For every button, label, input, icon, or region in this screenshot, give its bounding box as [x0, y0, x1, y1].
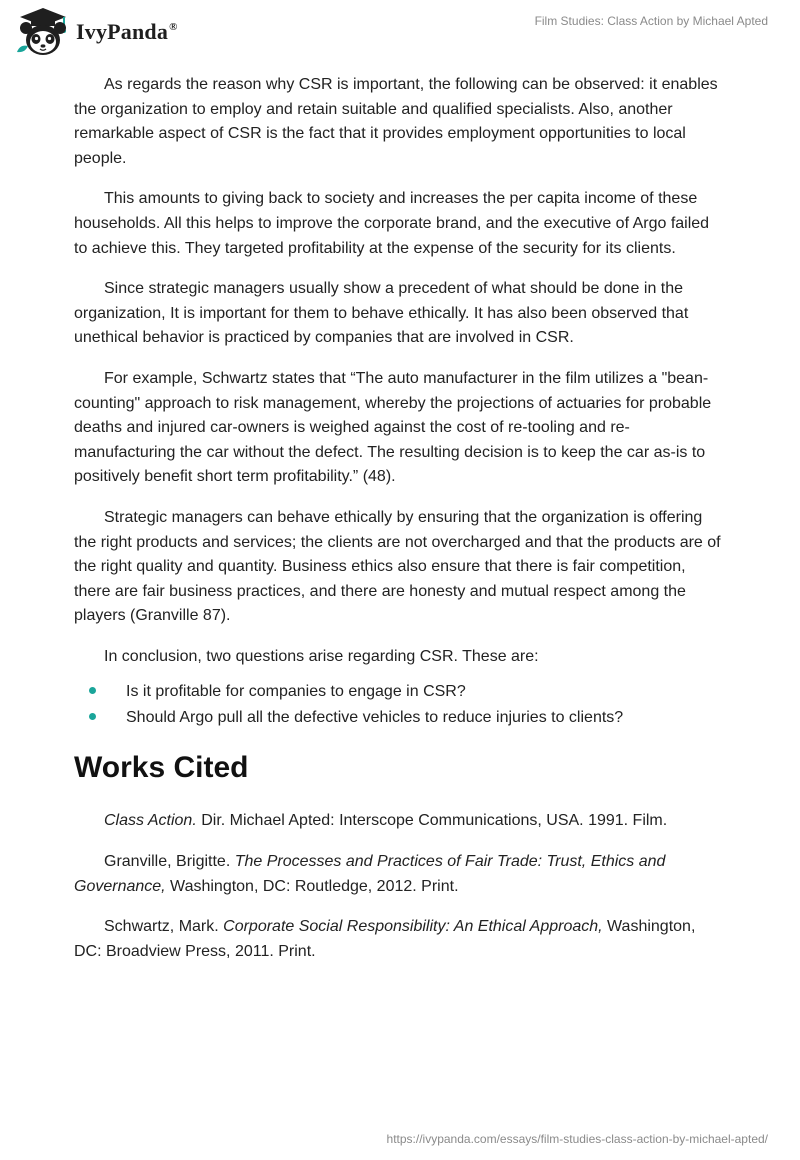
- citation: Granville, Brigitte. The Processes and Practices of Fair Trade: Trust, Ethics and Governance, Washington, DC: Routledge, 2012. Print.: [74, 853, 666, 895]
- list-item-text: Is it profitable for companies to engage in CSR?: [126, 683, 466, 701]
- paragraph: This amounts to giving back to society and increases the per capita income of these households. All this helps to improve the corporate brand, and the executive of Argo failed to achieve this. They targeted profitability at the expense of the security for its clients.: [74, 190, 710, 257]
- document-title: Film Studies: Class Action by Michael Apted: [534, 14, 768, 28]
- paragraph: Strategic managers can behave ethically by ensuring that the organization is offering the right products and services; the clients are not overcharged and that the products are of the right quality and quantity. Business ethics also ensure that there is fair competition, there are fair business practices, and there are honesty and mutual respect among the players (Granville 87).: [74, 508, 721, 625]
- bullet-icon: [89, 713, 96, 720]
- works-cited-heading: Works Cited: [74, 751, 249, 785]
- brand-name: IvyPanda®: [76, 19, 178, 44]
- list-item: [74, 679, 726, 705]
- citation: Schwartz, Mark. Corporate Social Responsibility: An Ethical Approach, Washington, DC: Broadview Press, 2011. Print.: [74, 918, 696, 960]
- essay-body: [74, 73, 726, 980]
- list-item-text: Should Argo pull all the defective vehicles to reduce injuries to clients?: [126, 709, 624, 727]
- paragraph: For example, Schwartz states that “The auto manufacturer in the film utilizes a "bean-counting" approach to risk management, whereby the projections of actuaries for probable deaths and injured car-owners is weighed against the cost of re-tooling and re-manufacturing the car without the defect. The resulting decision is to keep the car as-is to positively benefit short term profitability.” (48).: [74, 369, 712, 486]
- question-list: [74, 679, 726, 731]
- bullet-icon: [89, 687, 96, 694]
- page-header: [0, 0, 800, 64]
- ivypanda-logo[interactable]: [14, 6, 178, 58]
- paragraph: Since strategic managers usually show a precedent of what should be done in the organization, It is important for them to behave ethically. It has also been observed that unethical behavior is practiced by companies that are involved in CSR.: [74, 280, 689, 347]
- list-item: [74, 705, 726, 731]
- paragraph: In conclusion, two questions arise regarding CSR. These are:: [104, 647, 539, 665]
- panda-graduate-icon: [14, 6, 72, 58]
- citation: Class Action. Dir. Michael Apted: Interscope Communications, USA. 1991. Film.: [104, 812, 668, 830]
- paragraph: As regards the reason why CSR is important, the following can be observed: it enables the organization to employ and retain suitable and qualified specialists. Also, another remarkable aspect of CSR is the fact that it provides employment opportunities to local people.: [74, 76, 718, 167]
- source-url[interactable]: https://ivypanda.com/essays/film-studies-class-action-by-michael-apted/: [386, 1132, 768, 1146]
